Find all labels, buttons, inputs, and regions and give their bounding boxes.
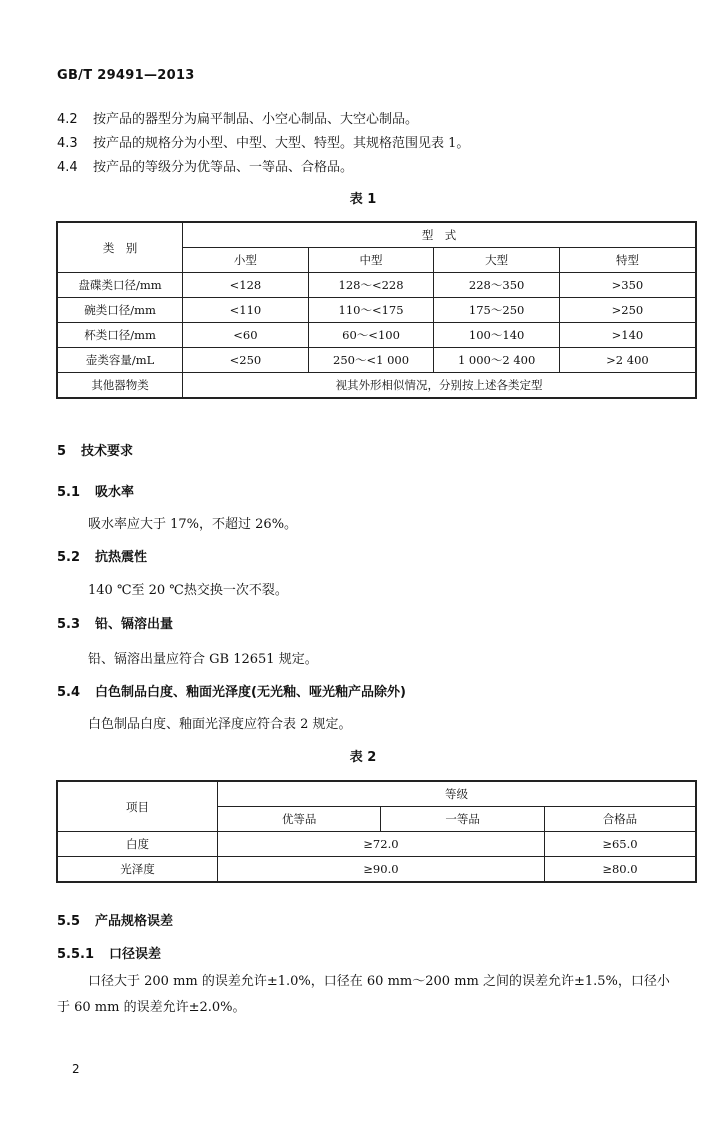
clause-4-3	[57, 132, 469, 151]
table-row	[57, 273, 696, 298]
section-title: 口径误差	[109, 947, 162, 962]
table-cell: >250	[559, 298, 696, 323]
table-cell: 228～350	[434, 273, 560, 298]
clause-number: 4.2	[57, 112, 78, 127]
section-5-4-heading	[57, 681, 406, 700]
section-title: 铅、镉溶出量	[95, 617, 174, 632]
section-5-heading	[57, 440, 133, 459]
table1-subheader: 中型	[308, 248, 434, 273]
table1	[56, 221, 697, 399]
row-label: 光泽度	[57, 857, 217, 883]
section-number: 5.5	[57, 914, 81, 929]
section-5-5-1-body-line1: 口径大于 200 mm 的误差允许±1.0%，口径在 60 mm～200 mm 之间的误差允许±1.5%，口径小	[88, 974, 670, 989]
section-title: 技术要求	[81, 444, 134, 459]
table-cell: >140	[559, 323, 696, 348]
section-title: 白色制品白度、釉面光泽度(无光釉、哑光釉产品除外)	[95, 685, 406, 700]
table-cell: ≥65.0	[544, 832, 696, 857]
table-cell: ≥80.0	[544, 857, 696, 883]
clause-number: 4.3	[57, 136, 78, 151]
section-5-1-body: 吸水率应大于 17%，不超过 26%。	[88, 517, 298, 532]
section-title: 抗热震性	[95, 550, 148, 565]
table2-subheader: 一等品	[381, 807, 544, 832]
table-cell: >350	[559, 273, 696, 298]
table-cell: 100～140	[434, 323, 560, 348]
section-title: 产品规格误差	[95, 914, 174, 929]
section-5-5-1-heading	[57, 943, 161, 962]
section-5-5-heading	[57, 910, 173, 929]
clause-number: 4.4	[57, 160, 78, 175]
section-number: 5.5.1	[57, 947, 95, 962]
table-cell: 250～<1 000	[308, 348, 434, 373]
table-cell-merged: 视其外形相似情况，分别按上述各类定型	[183, 373, 696, 399]
clause-text: 按产品的规格分为小型、中型、大型、特型。其规格范围见表 1。	[93, 136, 470, 151]
section-number: 5.3	[57, 617, 81, 632]
row-label: 盘碟类口径/mm	[57, 273, 183, 298]
table-cell: >2 400	[559, 348, 696, 373]
table-row	[57, 323, 696, 348]
table2-caption: 表 2	[349, 750, 377, 765]
row-label: 其他器物类	[57, 373, 183, 399]
table2-grade-header: 等级	[217, 781, 696, 807]
table1-subheader: 大型	[434, 248, 560, 273]
table1-subheader: 特型	[559, 248, 696, 273]
table-cell: <250	[183, 348, 309, 373]
section-5-2-heading	[57, 546, 147, 565]
table2-item-header: 项目	[57, 781, 217, 832]
section-5-4-body: 白色制品白度、釉面光泽度应符合表 2 规定。	[88, 717, 352, 732]
table-row	[57, 298, 696, 323]
section-5-3-heading	[57, 613, 173, 632]
table-cell: 60～<100	[308, 323, 434, 348]
table-cell: <128	[183, 273, 309, 298]
table-row	[57, 348, 696, 373]
section-number: 5.1	[57, 485, 81, 500]
section-number: 5.2	[57, 550, 81, 565]
section-5-5-1-body-line2: 于 60 mm 的误差允许±2.0%。	[57, 1000, 246, 1015]
table-cell: 128～<228	[308, 273, 434, 298]
table2-subheader: 优等品	[217, 807, 380, 832]
table1-type-header: 型 式	[183, 222, 696, 248]
clause-4-2	[57, 108, 418, 127]
table-row	[57, 832, 696, 857]
clause-text: 按产品的器型分为扁平制品、小空心制品、大空心制品。	[93, 112, 419, 127]
table2-subheader: 合格品	[544, 807, 696, 832]
table-row	[57, 373, 696, 399]
table-cell: <110	[183, 298, 309, 323]
section-number: 5.4	[57, 685, 81, 700]
table-cell-merged: ≥72.0	[217, 832, 544, 857]
table1-category-header: 类 别	[57, 222, 183, 273]
standard-code-header: GB/T 29491—2013	[57, 68, 195, 83]
table-cell: <60	[183, 323, 309, 348]
table-row	[57, 857, 696, 883]
table-cell: 110～<175	[308, 298, 434, 323]
clause-text: 按产品的等级分为优等品、一等品、合格品。	[93, 160, 354, 175]
section-title: 吸水率	[95, 485, 135, 500]
clause-4-4	[57, 156, 353, 175]
table-cell-merged: ≥90.0	[217, 857, 544, 883]
table1-caption: 表 1	[349, 192, 377, 207]
table-cell: 1 000～2 400	[434, 348, 560, 373]
row-label: 壶类容量/mL	[57, 348, 183, 373]
section-5-3-body: 铅、镉溶出量应符合 GB 12651 规定。	[88, 652, 318, 667]
page-number: 2	[72, 1062, 80, 1076]
section-5-1-heading	[57, 481, 134, 500]
table-cell: 175～250	[434, 298, 560, 323]
row-label: 碗类口径/mm	[57, 298, 183, 323]
section-5-2-body: 140 ℃至 20 ℃热交换一次不裂。	[88, 583, 288, 598]
table2	[56, 780, 697, 883]
table1-subheader: 小型	[183, 248, 309, 273]
section-number: 5	[57, 444, 67, 459]
row-label: 白度	[57, 832, 217, 857]
row-label: 杯类口径/mm	[57, 323, 183, 348]
